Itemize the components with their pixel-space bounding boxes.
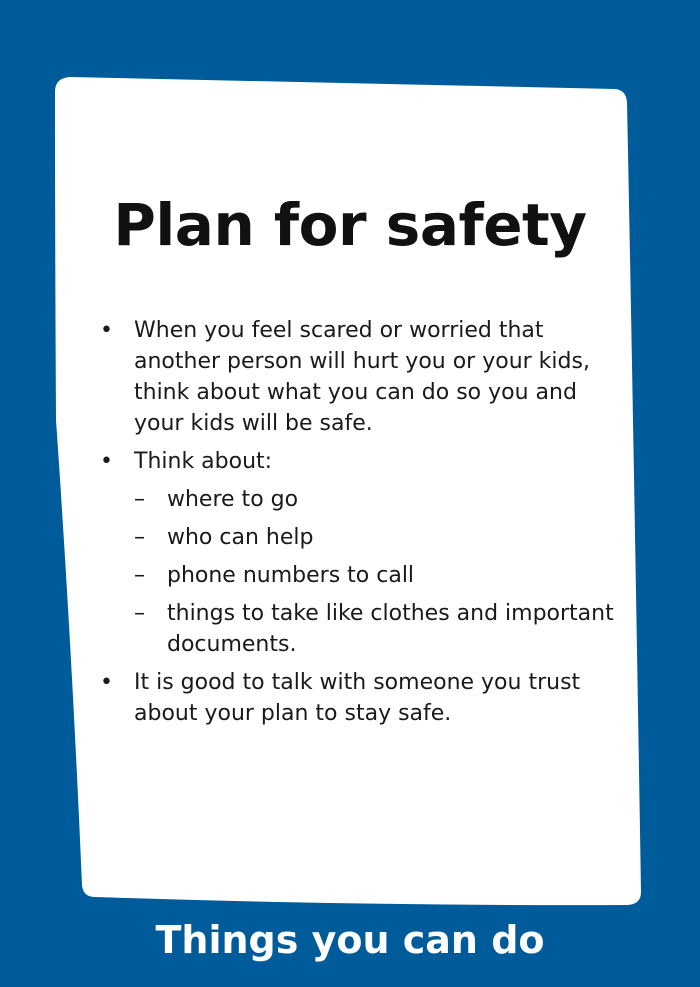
- dash-icon: –: [134, 601, 145, 626]
- sub-list: [134, 484, 620, 660]
- footer-caption: Things you can do: [155, 918, 545, 962]
- bullet-list: [100, 315, 620, 736]
- list-item: [100, 446, 620, 660]
- bullet-icon: •: [100, 449, 113, 474]
- sub-item-text: who can help: [167, 525, 314, 550]
- sub-list-item: [134, 598, 620, 660]
- sub-list-item: [134, 522, 620, 553]
- bullet-text: Think about:: [134, 449, 273, 474]
- bullet-text: It is good to talk with someone you trust about your plan to stay safe.: [134, 670, 581, 726]
- dash-icon: –: [134, 525, 145, 550]
- list-item: [100, 667, 620, 729]
- sub-item-text: things to take like clothes and important documents.: [167, 601, 614, 657]
- bullet-icon: •: [100, 670, 113, 695]
- page-title: Plan for safety: [113, 191, 587, 259]
- sub-item-text: where to go: [167, 487, 299, 512]
- bullet-icon: •: [100, 318, 113, 343]
- dash-icon: –: [134, 563, 145, 588]
- list-item: [100, 315, 620, 439]
- sub-item-text: phone numbers to call: [167, 563, 415, 588]
- dash-icon: –: [134, 487, 145, 512]
- sub-list-item: [134, 560, 620, 591]
- bullet-text: When you feel scared or worried that another person will hurt you or your kids, think about what you can do so you and your kids will be safe.: [134, 318, 590, 436]
- sub-list-item: [134, 484, 620, 515]
